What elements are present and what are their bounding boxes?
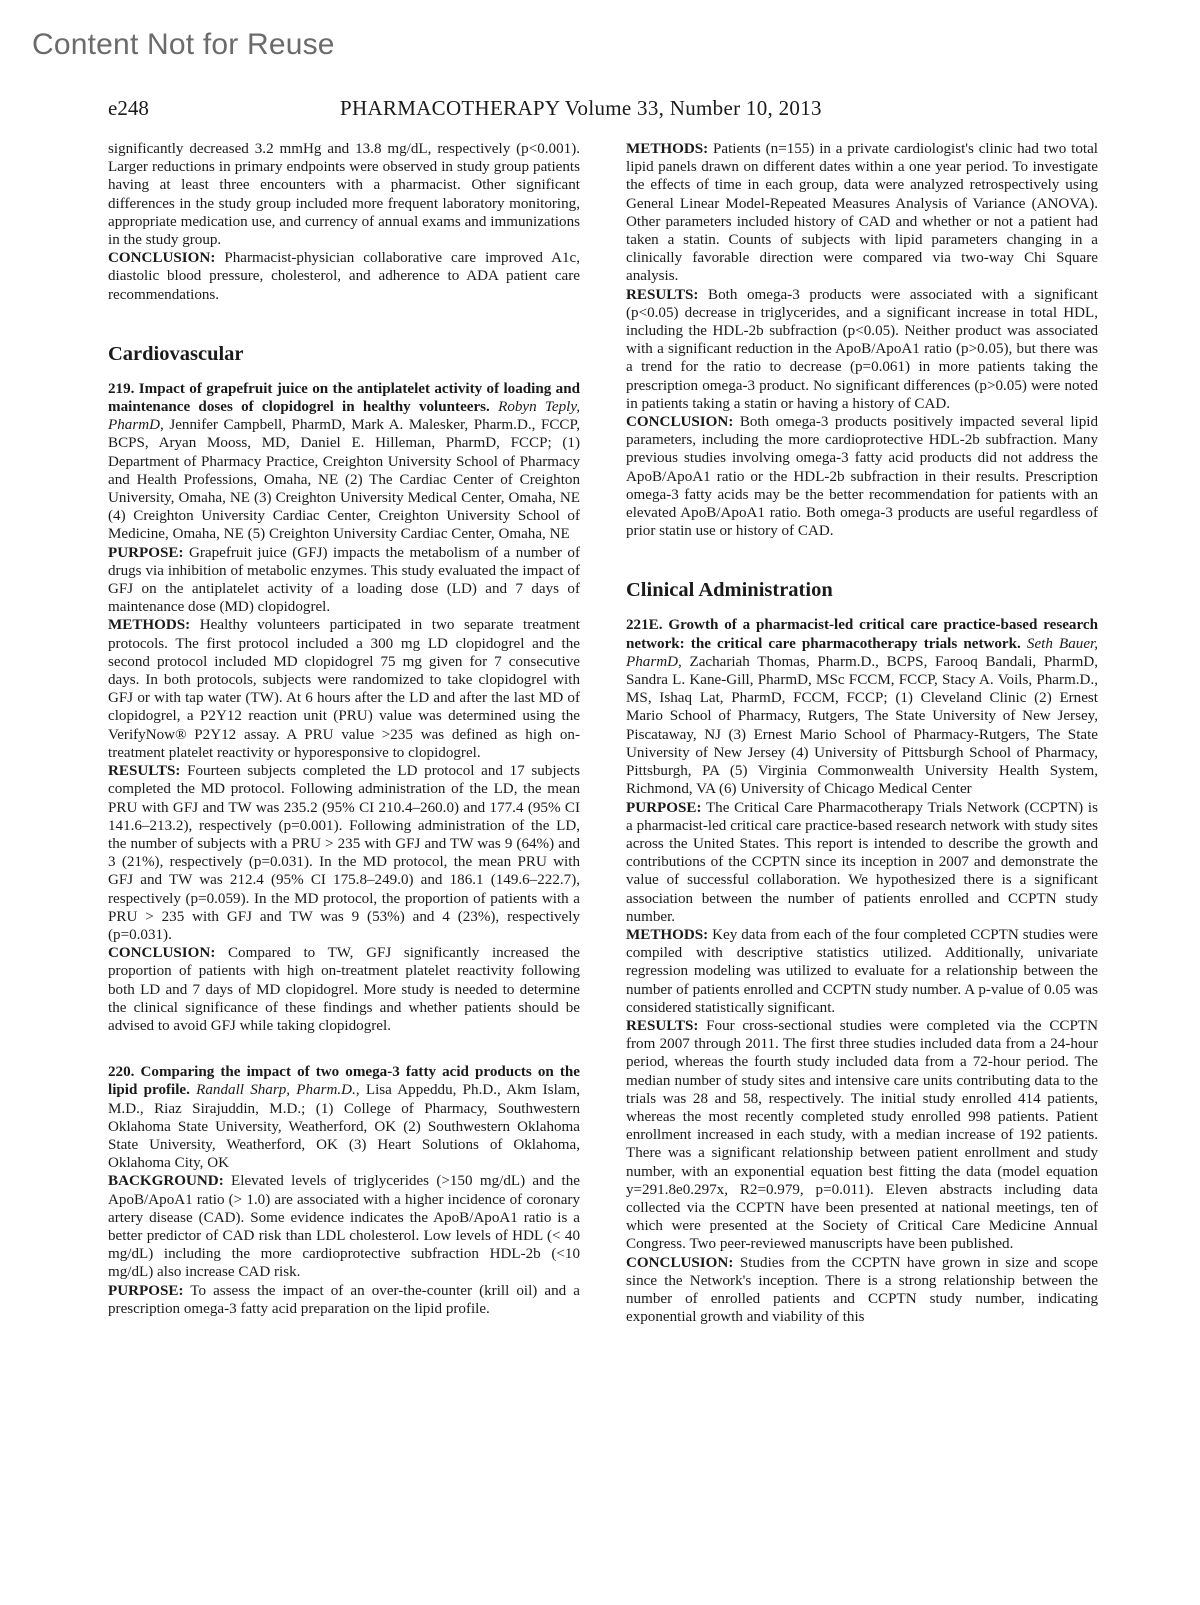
first-author: Randall Sharp, Pharm.D. xyxy=(196,1082,356,1099)
purpose-label: PURPOSE: xyxy=(108,1282,184,1299)
methods-text: Patients (n=155) in a private cardiologist's clinic had two total lipid panels drawn on different dates within a one year period. To investigate the effects of time in each group, data were analyzed retrospectively using General Linear Model-Repeated Measures Analysis of Variance (ANOVA). Other parameters included history of CAD and whether or not a patient had taken a statin. Counts of subjects with lipid parameters changing in a clinically favorable direction were compared via two-way Chi Square analysis. xyxy=(626,141,1098,285)
conclusion-label: CONCLUSION: xyxy=(626,414,734,431)
authors-affiliations: , Jennifer Campbell, PharmD, Mark A. Malesker, Pharm.D., FCCP, BCPS, Aryan Mooss, MD, Daniel E. Hilleman, PharmD, FCCP; (1) Department of Pharmacy Practice, Creighton University School of Pharmacy and Health Professions, Omaha, NE (2) The Cardiac Center of Creighton University, Omaha, NE (3) Creighton University Medical Center, Omaha, NE (4) Creighton University Cardiac Center, Creighton University School of Medicine, Omaha, NE (5) Creighton University Cardiac Center, Omaha, NE xyxy=(108,417,580,543)
results-text: Both omega-3 products were associated with a significant (p<0.05) decrease in triglycerides, and a significant increase in total HDL, including the HDL-2b subfraction (p<0.05). Neither product was associated with a significant reduction in the ApoB/ApoA1 ratio (p>0.05), but there was a trend for the ratio to decrease (p=0.061) in more patients taking the prescription omega-3 product. No significant differences (p>0.05) were noted in patients taking a statin or having a history of CAD. xyxy=(626,286,1098,412)
results-label: RESULTS: xyxy=(626,286,699,303)
left-column xyxy=(108,140,580,1318)
abstract-title: 221E. Growth of a pharmacist-led critical care practice-based research network: the critical care pharmacotherapy trials network. xyxy=(626,617,1098,652)
conclusion-label: CONCLUSION: xyxy=(108,945,216,962)
carryover-abstract xyxy=(108,140,580,304)
conclusion-text: Studies from the CCPTN have grown in size and scope since the Network's inception. There is a strong relationship between the number of enrolled patients and CCPTN study number, indicating exponential growth and viability of this xyxy=(626,1254,1098,1326)
abstract-220 xyxy=(108,1063,580,1318)
results-text: Fourteen subjects completed the LD protocol and 17 subjects completed the MD protocol. Following administration of the LD, the mean PRU with GFJ and TW was 235.2 (95% CI 210.4–260.0) and 177.4 (95% CI 141.6–213.2), respectively (p=0.001). Following administration of the LD, the number of subjects with a PRU > 235 with GFJ and TW was 9 (64%) and 3 (21%), respectively (p=0.031). In the MD protocol, the mean PRU with GFJ and TW was 212.4 (95% CI 175.8–249.0) and 186.1 (149.6–222.7), respectively (p=0.059). In the MD protocol, the proportion of patients with a PRU > 235 with GFJ and TW was 9 (53%) and 4 (23%), respectively (p=0.031). xyxy=(108,763,580,943)
authors-affiliations: , Zachariah Thomas, Pharm.D., BCPS, Farooq Bandali, PharmD, Sandra L. Kane-Gill, PharmD, MSc FCCM, FCCP, Stacy A. Voils, Pharm.D., MS, Ishaq Lat, PharmD, FCCM, FCCP; (1) Cleveland Clinic (2) Ernest Mario School of Pharmacy, Rutgers, The State University of New Jersey, Piscataway, NJ (3) Ernest Mario School of Pharmacy-Rutgers, The State University of New Jersey (4) University of Pittsburgh School of Pharmacy, Pittsburgh, PA (5) Virginia Commonwealth University Health System, Richmond, VA (6) University of Chicago Medical Center xyxy=(626,653,1098,798)
conclusion-label: CONCLUSION: xyxy=(108,250,216,267)
abstract-authors xyxy=(108,399,580,542)
abstract-221e xyxy=(626,616,1098,1326)
methods-label: METHODS: xyxy=(626,926,709,943)
purpose-text: The Critical Care Pharmacotherapy Trials Network (CCPTN) is a pharmacist-led critical care practice-based research network with study sites across the United States. This report is intended to describe the growth and contributions of the CCPTN since its inception in 2007 and demonstrate the value of successful collaboration. We hypothesized there is a significant association between the number of patients enrolled and CCPTN study number. xyxy=(626,799,1098,925)
methods-label: METHODS: xyxy=(626,141,709,157)
section-heading-clinical-administration: Clinical Administration xyxy=(626,579,833,602)
conclusion-label: CONCLUSION: xyxy=(626,1254,734,1271)
background-text: Elevated levels of triglycerides (>150 mg/dL) and the ApoB/ApoA1 ratio (> 1.0) are associated with a higher incidence of coronary artery disease (CAD). Some evidence indicates the ApoB/ApoA1 ratio is a better predictor of CAD risk than LDL cholesterol. Low levels of HDL (< 40 mg/dL) including the more cardioprotective subfraction HDL-2b (<10 mg/dL) also increase CAD risk. xyxy=(108,1173,580,1281)
page-header xyxy=(108,96,1105,126)
abstract-title: 220. Comparing the impact of two omega-3 fatty acid products on the lipid profile. xyxy=(108,1064,580,1099)
carryover-text: significantly decreased 3.2 mmHg and 13.8 mg/dL, respectively (p<0.001). Larger reductions in primary endpoints were observed in study group patients having at least three encounters with a pharmacist. Other significant differences in the study group included more frequent laboratory monitoring, appropriate medication use, and currency of annual exams and immunizations in the study group. xyxy=(108,141,580,249)
authors-affiliations: , Lisa Appeddu, Ph.D., Akm Islam, M.D., Riaz Sirajuddin, M.D.; (1) College of Pharmacy, Southwestern Oklahoma State University, Weatherford, OK (2) Southwestern Oklahoma State University, Weatherford, OK (3) Heart Solutions of Oklahoma, Oklahoma City, OK xyxy=(108,1082,580,1172)
conclusion-text: Pharmacist-physician collaborative care improved A1c, diastolic blood pressure, cholesterol, and adherence to ADA patient care recommendations. xyxy=(108,250,580,303)
first-author: Robyn Teply, PharmD xyxy=(108,399,581,434)
section-heading-cardiovascular: Cardiovascular xyxy=(108,342,244,365)
methods-text: Healthy volunteers participated in two separate treatment protocols. The first protocol included a 300 mg LD clopidogrel and the second protocol included MD clopidogrel 75 mg given for 7 consecutive days. In both protocols, subjects were randomized to take clopidogrel with GFJ or with tap water (TW). At 6 hours after the LD and after the last MD of clopidogrel, a P2Y12 reaction unit (PRU) value was determined using the VerifyNow® P2Y12 assay. A PRU value >235 was defined as high on-treatment platelet reactivity or hyporesponsive to clopidogrel. xyxy=(108,617,580,761)
spacer xyxy=(108,1035,580,1063)
background-label: BACKGROUND: xyxy=(108,1173,224,1190)
conclusion-text: Both omega-3 products positively impacted several lipid parameters, including the more cardioprotective HDL-2b subfraction. Many previous studies involving omega-3 fatty acid products did not address the ApoB/ApoA1 ratio or the HDL-2b subfraction in their results. Prescription omega-3 fatty acids may be the better recommendation for patients with an elevated ApoB/ApoA1 ratio. Both omega-3 products are useful regardless of prior statin use or history of CAD. xyxy=(626,414,1098,540)
purpose-text: Grapefruit juice (GFJ) impacts the metabolism of a number of drugs via inhibition of metabolic enzymes. This study evaluated the impact of GFJ on the antiplatelet activity of a loading dose (LD) and 7 days of maintenance dose (MD) clopidogrel. xyxy=(108,544,580,616)
conclusion-text: Compared to TW, GFJ significantly increased the proportion of patients with high on-treatment platelet reactivity following both LD and 7 days of MD clopidogrel. More study is needed to determine the clinical significance of these findings and whether patients should be advised to avoid GFJ while taking clopidogrel. xyxy=(108,945,580,1034)
purpose-text: To assess the impact of an over-the-counter (krill oil) and a prescription omega-3 fatty acid preparation on the lipid profile. xyxy=(108,1282,580,1317)
methods-label: METHODS: xyxy=(108,617,191,634)
results-label: RESULTS: xyxy=(108,763,181,780)
running-title: PHARMACOTHERAPY Volume 33, Number 10, 2013 xyxy=(340,96,822,120)
first-author: Seth Bauer, PharmD xyxy=(626,635,1099,670)
purpose-label: PURPOSE: xyxy=(108,544,184,561)
methods-text: Key data from each of the four completed CCPTN studies were compiled with descriptive statistics utilized. Additionally, univariate regression modeling was utilized to evaluate for a relationship between the number of patients enrolled and CCPTN study number. A p-value of 0.05 was considered statistically significant. xyxy=(626,926,1098,1016)
abstract-220-continued xyxy=(626,140,1098,540)
results-text: Four cross-sectional studies were completed via the CCPTN from 2007 through 2011. The first three studies included data from a 24-hour period, whereas the fourth study included data from a 72-hour period. The median number of study sites and intensive care units contributing data to the trials was 28 and 58, respectively. The initial study enrolled 414 patients, whereas the most recently completed study enrolled 998 patients. Patient enrollment increased in each study, with a median increase of 192 patients. There was a significant relationship between patient enrollment and study number, with an exponential equation best fitting the data (model equation y=291.8e0.297x, R2=0.979, p=0.011). Eleven abstracts including data collected via the CCPTN have been presented at national meetings, ten of which were presented at the Society of Critical Care Medicine Annual Congress. Two peer-reviewed manuscripts have been published. xyxy=(626,1017,1098,1253)
purpose-label: PURPOSE: xyxy=(626,799,702,816)
results-label: RESULTS: xyxy=(626,1017,699,1034)
watermark: Content Not for Reuse xyxy=(32,28,335,61)
abstract-219 xyxy=(108,380,580,1035)
abstract-title: 219. Impact of grapefruit juice on the antiplatelet activity of loading and maintenance doses of clopidogrel in healthy volunteers. xyxy=(108,380,580,416)
right-column xyxy=(626,140,1098,1326)
page-number: e248 xyxy=(108,96,149,120)
abstract-authors xyxy=(626,636,1098,798)
